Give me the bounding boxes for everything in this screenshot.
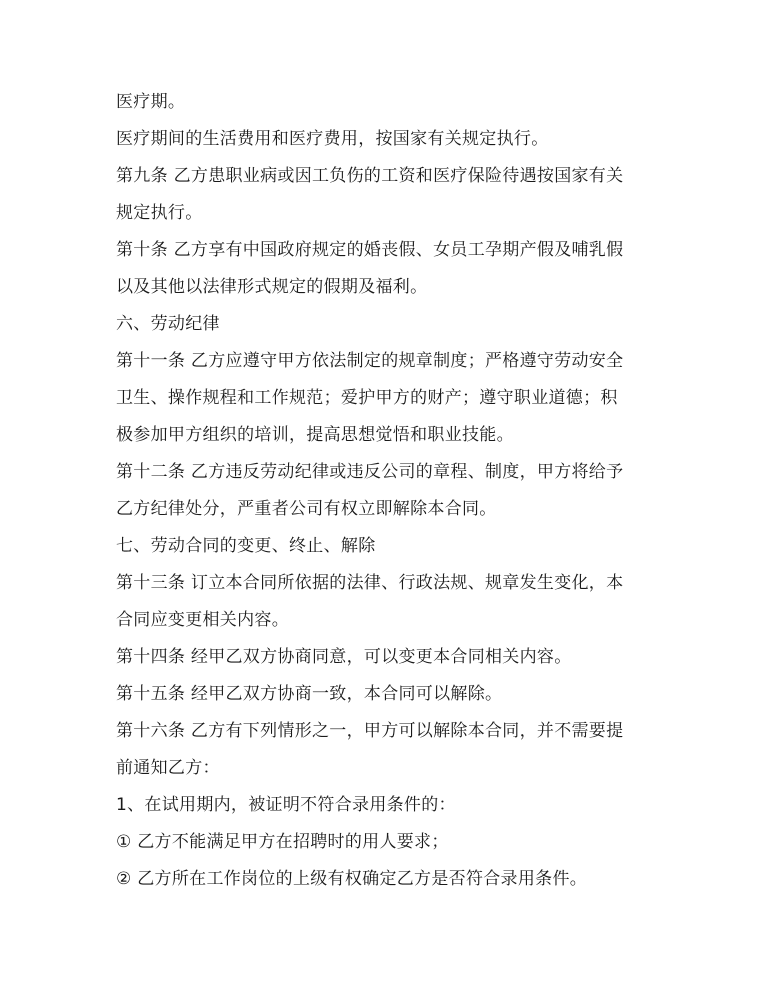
text-line: 医疗期间的生活费用和医疗费用，按国家有关规定执行。 (116, 129, 549, 149)
list-item: ② 乙方所在工作岗位的上级有权确定乙方是否符合录用条件。 (116, 869, 588, 889)
list-item: 1、在试用期内，被证明不符合录用条件的： (116, 795, 456, 815)
text-line: 第十三条 订立本合同所依据的法律、行政法规、规章发生变化，本 (116, 573, 624, 593)
text-line: 规定执行。 (116, 203, 203, 223)
text-line: 前通知乙方： (116, 758, 220, 778)
text-line: 第十二条 乙方违反劳动纪律或违反公司的章程、制度，甲方将给予 (116, 462, 624, 482)
document-body (116, 84, 656, 898)
text-line: 第十一条 乙方应遵守甲方依法制定的规章制度；严格遵守劳动安全 (116, 351, 624, 371)
text-line: 第十条 乙方享有中国政府规定的婚丧假、女员工孕期产假及哺乳假 (116, 240, 624, 260)
text-line: 合同应变更相关内容。 (116, 610, 289, 630)
text-line: 第九条 乙方患职业病或因工负伤的工资和医疗保险待遇按国家有关 (116, 166, 624, 186)
text-line: 乙方纪律处分，严重者公司有权立即解除本合同。 (116, 499, 497, 519)
section-heading: 七、劳动合同的变更、终止、解除 (116, 536, 376, 556)
text-line: 第十五条 经甲乙双方协商一致，本合同可以解除。 (116, 684, 503, 704)
text-line: 第十四条 经甲乙双方协商同意，可以变更本合同相关内容。 (116, 647, 572, 667)
section-heading: 六、劳动纪律 (116, 314, 220, 334)
text-line: 第十六条 乙方有下列情形之一，甲方可以解除本合同，并不需要提 (116, 721, 624, 741)
list-item: ① 乙方不能满足甲方在招聘时的用人要求； (116, 832, 449, 852)
text-line: 以及其他以法律形式规定的假期及福利。 (116, 277, 428, 297)
text-line: 极参加甲方组织的培训，提高思想觉悟和职业技能。 (116, 425, 514, 445)
text-line: 医疗期。 (116, 92, 186, 112)
text-line: 卫生、操作规程和工作规范；爱护甲方的财产；遵守职业道德；积 (116, 388, 618, 408)
